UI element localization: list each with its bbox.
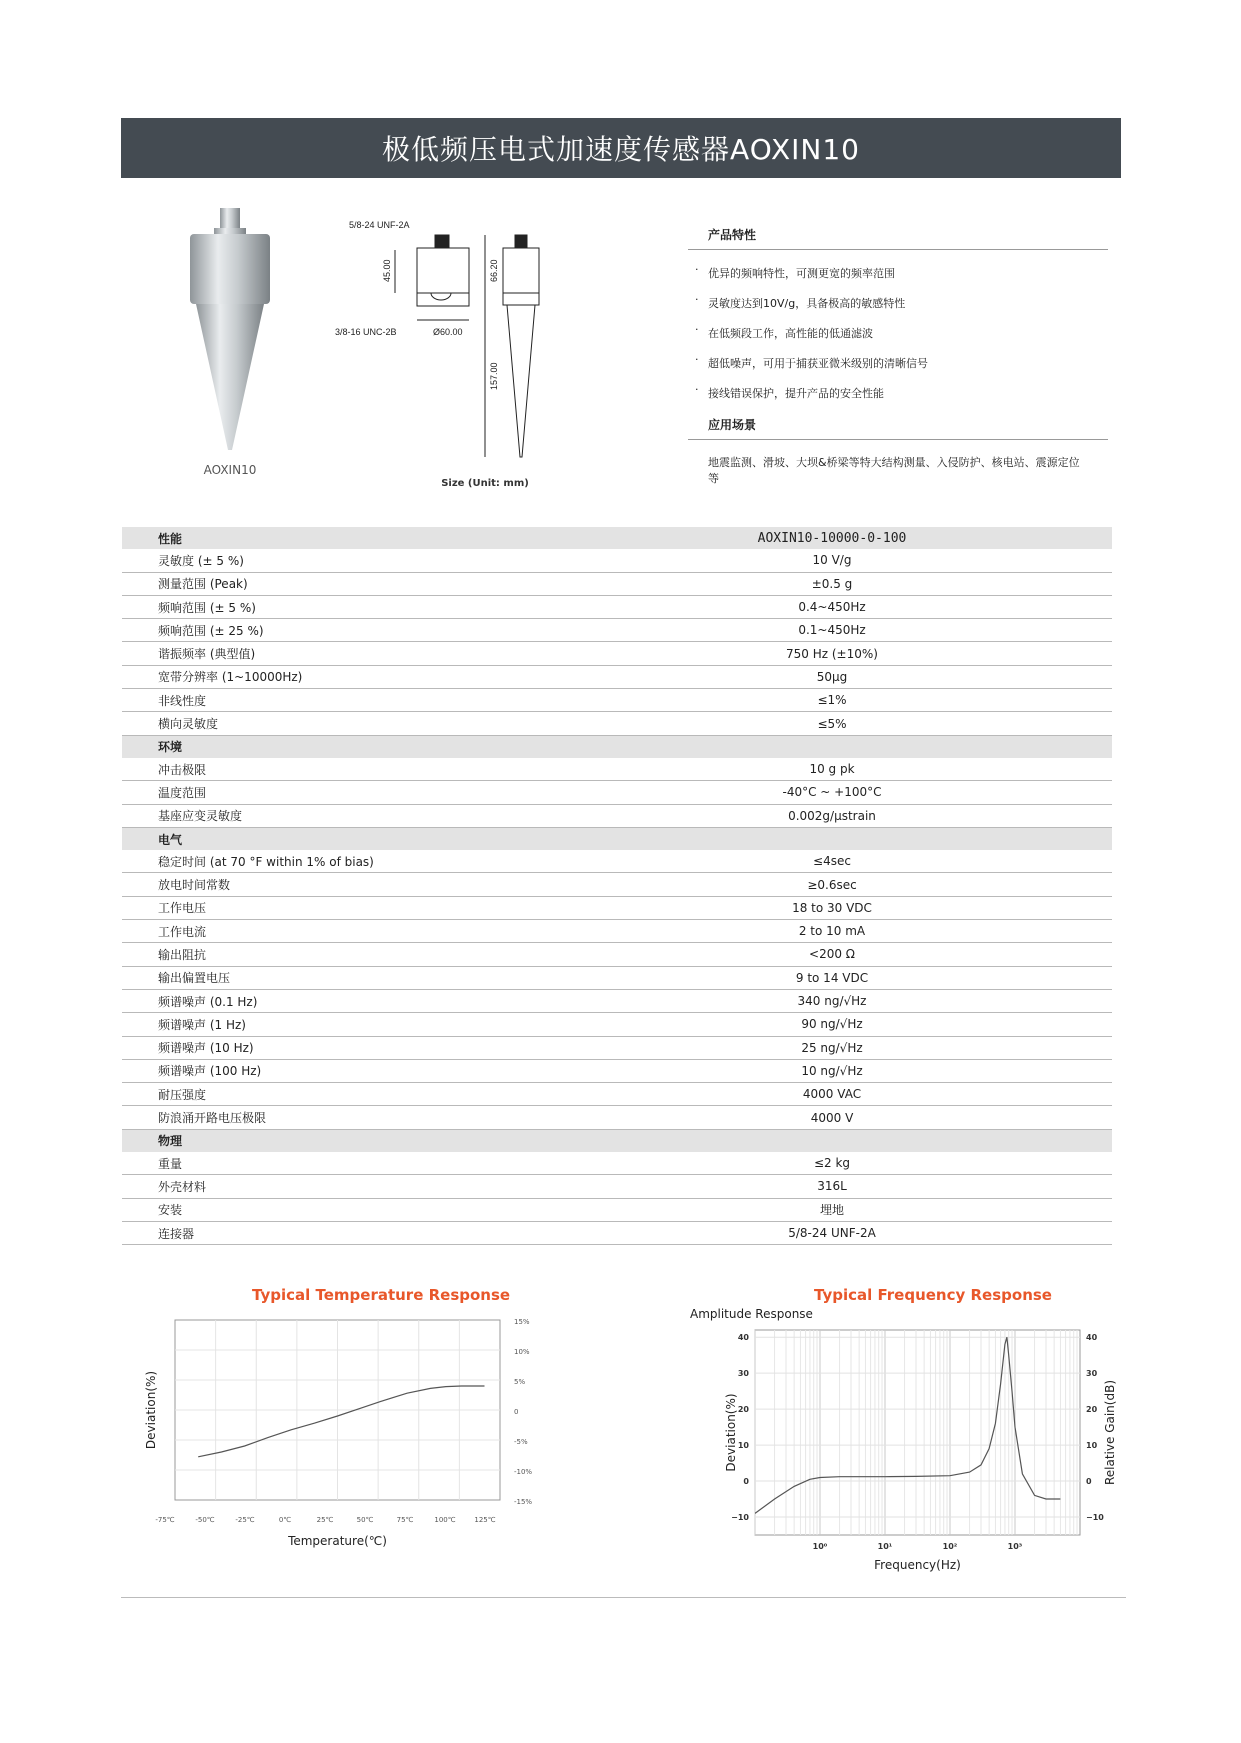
x-tick-label: 50℃ bbox=[356, 1516, 374, 1524]
x-tick-label: 10² bbox=[942, 1542, 958, 1551]
features-panel bbox=[688, 220, 1108, 490]
sensor-photo bbox=[170, 200, 290, 460]
spec-value: 0.4~450Hz bbox=[552, 595, 1112, 618]
page-title: 极低频压电式加速度传感器AOXIN10 bbox=[121, 118, 1121, 178]
size-note: Size (Unit: mm) bbox=[441, 478, 529, 489]
x-tick-label: -25℃ bbox=[235, 1516, 255, 1524]
spec-section-label: 环境 bbox=[122, 735, 552, 758]
spec-row bbox=[122, 896, 1112, 919]
spec-value: 0.002g/μstrain bbox=[552, 804, 1112, 827]
spec-label: 防浪涌开路电压极限 bbox=[122, 1106, 552, 1129]
x-tick-label: 125℃ bbox=[474, 1516, 496, 1524]
spec-row bbox=[122, 1106, 1112, 1129]
spec-value: ≥0.6sec bbox=[552, 873, 1112, 896]
feature-item: · 优异的频响特性，可测更宽的频率范围 bbox=[688, 260, 1108, 290]
application-title: 应用场景 bbox=[688, 410, 1108, 440]
feature-item: · 灵敏度达到10V/g，具备极高的敏感特性 bbox=[688, 290, 1108, 320]
feature-item: · 在低频段工作，高性能的低通滤波 bbox=[688, 320, 1108, 350]
y-tick-label: 10% bbox=[514, 1348, 530, 1356]
y-tick-label: 0 bbox=[743, 1477, 749, 1487]
spec-value: 316L bbox=[552, 1175, 1112, 1198]
spec-row bbox=[122, 1059, 1112, 1082]
spec-section-spacer bbox=[552, 1129, 1112, 1152]
spec-label: 输出阻抗 bbox=[122, 943, 552, 966]
temperature-response-chart bbox=[135, 1310, 575, 1570]
spec-label: 宽带分辨率 (1~10000Hz) bbox=[122, 665, 552, 688]
spec-label: 频谱噪声 (0.1 Hz) bbox=[122, 989, 552, 1012]
spec-value: 50μg bbox=[552, 665, 1112, 688]
spec-section-spacer bbox=[552, 827, 1112, 850]
spec-row bbox=[122, 804, 1112, 827]
features-title: 产品特性 bbox=[688, 220, 1108, 250]
chart-subtitle: Amplitude Response bbox=[690, 1307, 813, 1321]
x-axis-label: Temperature(℃) bbox=[288, 1534, 387, 1548]
spec-row bbox=[122, 712, 1112, 735]
spec-value: 10 g pk bbox=[552, 758, 1112, 781]
temperature-series-line bbox=[198, 1386, 484, 1457]
spec-row bbox=[122, 873, 1112, 896]
spec-row bbox=[122, 1221, 1112, 1244]
dim-157-label: 157.00 bbox=[489, 362, 499, 390]
spec-value: 4000 VAC bbox=[552, 1083, 1112, 1106]
photo-caption: AOXIN10 bbox=[203, 463, 257, 477]
spec-label: 谐振频率 (典型值) bbox=[122, 642, 552, 665]
spec-row bbox=[122, 595, 1112, 618]
feature-item: · 超低噪声，可用于捕获亚微米级别的清晰信号 bbox=[688, 350, 1108, 380]
spec-label: 安装 bbox=[122, 1198, 552, 1221]
spec-row bbox=[122, 572, 1112, 595]
spec-label: 工作电压 bbox=[122, 896, 552, 919]
spec-value: 2 to 10 mA bbox=[552, 920, 1112, 943]
spec-label: 频响范围 (± 25 %) bbox=[122, 619, 552, 642]
spec-header-model: AOXIN10-10000-0-100 bbox=[552, 527, 1112, 549]
spec-row bbox=[122, 1175, 1112, 1198]
y-tick-label: -5% bbox=[514, 1438, 528, 1446]
feature-item: · 接线错误保护，提升产品的安全性能 bbox=[688, 380, 1108, 410]
y-axis-label: Deviation(%) bbox=[724, 1393, 738, 1472]
spec-value: ≤1% bbox=[552, 689, 1112, 712]
spec-section-label: 电气 bbox=[122, 827, 552, 850]
spec-label: 工作电流 bbox=[122, 920, 552, 943]
spec-label: 外壳材料 bbox=[122, 1175, 552, 1198]
spec-row bbox=[122, 1036, 1112, 1059]
spec-value: 10 ng/√Hz bbox=[552, 1059, 1112, 1082]
spec-section-row bbox=[122, 827, 1112, 850]
freq-chart-title: Typical Frequency Response bbox=[814, 1286, 1052, 1304]
spec-label: 重量 bbox=[122, 1152, 552, 1175]
spec-row bbox=[122, 665, 1112, 688]
spec-row bbox=[122, 1152, 1112, 1175]
spec-header-row bbox=[122, 527, 1112, 549]
spec-value: 25 ng/√Hz bbox=[552, 1036, 1112, 1059]
y-right-tick-label: 20 bbox=[1086, 1405, 1098, 1415]
spec-value: 9 to 14 VDC bbox=[552, 966, 1112, 989]
spec-value: -40°C ~ +100°C bbox=[552, 781, 1112, 804]
spec-section-row bbox=[122, 1129, 1112, 1152]
x-tick-label: 75℃ bbox=[396, 1516, 414, 1524]
x-tick-label: 100℃ bbox=[434, 1516, 456, 1524]
spec-row bbox=[122, 966, 1112, 989]
dimension-drawing bbox=[335, 220, 565, 470]
x-tick-label: 25℃ bbox=[316, 1516, 334, 1524]
y-right-tick-label: 0 bbox=[1086, 1477, 1092, 1487]
spec-section-label: 物理 bbox=[122, 1129, 552, 1152]
spec-label: 连接器 bbox=[122, 1221, 552, 1244]
spec-label: 频谱噪声 (100 Hz) bbox=[122, 1059, 552, 1082]
footer-divider bbox=[121, 1597, 1126, 1598]
spec-section-row bbox=[122, 735, 1112, 758]
spec-label: 稳定时间 (at 70 °F within 1% of bias) bbox=[122, 850, 552, 873]
temp-chart-title: Typical Temperature Response bbox=[252, 1286, 511, 1304]
y-right-tick-label: −10 bbox=[1086, 1513, 1104, 1523]
spec-row bbox=[122, 619, 1112, 642]
spec-value: 18 to 30 VDC bbox=[552, 896, 1112, 919]
thread-side-label: 3/8-16 UNC-2B bbox=[335, 327, 397, 337]
dim-45-label: 45.00 bbox=[382, 259, 392, 282]
spec-value: 340 ng/√Hz bbox=[552, 989, 1112, 1012]
spec-label: 频谱噪声 (1 Hz) bbox=[122, 1013, 552, 1036]
spec-label: 放电时间常数 bbox=[122, 873, 552, 896]
y-right-tick-label: 10 bbox=[1086, 1441, 1098, 1451]
thread-top-label: 5/8-24 UNF-2A bbox=[349, 220, 410, 230]
spec-label: 非线性度 bbox=[122, 689, 552, 712]
spec-value: 0.1~450Hz bbox=[552, 619, 1112, 642]
plot-frame bbox=[755, 1330, 1080, 1535]
x-tick-label: -75℃ bbox=[155, 1516, 175, 1524]
spec-label: 耐压强度 bbox=[122, 1083, 552, 1106]
spec-value: 4000 V bbox=[552, 1106, 1112, 1129]
y-tick-label: 20 bbox=[737, 1405, 749, 1415]
spec-label: 频响范围 (± 5 %) bbox=[122, 595, 552, 618]
spec-label: 频谱噪声 (10 Hz) bbox=[122, 1036, 552, 1059]
spec-row bbox=[122, 920, 1112, 943]
x-tick-label: 10¹ bbox=[877, 1542, 893, 1551]
y-right-tick-label: 30 bbox=[1086, 1369, 1098, 1379]
spec-value: ±0.5 g bbox=[552, 572, 1112, 595]
spec-label: 基座应变灵敏度 bbox=[122, 804, 552, 827]
y-tick-label: −10 bbox=[731, 1513, 749, 1523]
spec-header-label: 性能 bbox=[122, 527, 552, 549]
spec-row bbox=[122, 758, 1112, 781]
spec-value: 750 Hz (±10%) bbox=[552, 642, 1112, 665]
spec-section-spacer bbox=[552, 735, 1112, 758]
y-axis-label: Deviation(%) bbox=[144, 1370, 158, 1450]
x-tick-label: 0℃ bbox=[278, 1516, 292, 1524]
x-tick-label: 10⁰ bbox=[812, 1542, 828, 1551]
frequency-response-chart bbox=[680, 1300, 1130, 1575]
spec-row bbox=[122, 1198, 1112, 1221]
spec-table bbox=[122, 527, 1112, 1245]
spec-label: 输出偏置电压 bbox=[122, 966, 552, 989]
spec-value: <200 Ω bbox=[552, 943, 1112, 966]
spec-value: ≤4sec bbox=[552, 850, 1112, 873]
dim-66-label: 66.20 bbox=[489, 259, 499, 282]
y-tick-label: -10% bbox=[514, 1468, 533, 1476]
spec-row bbox=[122, 689, 1112, 712]
application-text: 地震监测、滑坡、大坝&桥梁等特大结构测量、入侵防护、核电站、震源定位等 bbox=[708, 456, 1080, 485]
y-tick-label: 10 bbox=[737, 1441, 749, 1451]
y-tick-label: -15% bbox=[514, 1498, 533, 1506]
dim-diameter-label: Ø60.00 bbox=[433, 327, 463, 337]
spec-value: ≤5% bbox=[552, 712, 1112, 735]
spec-label: 温度范围 bbox=[122, 781, 552, 804]
y-right-axis-label: Relative Gain(dB) bbox=[1103, 1379, 1117, 1486]
x-tick-label: -50℃ bbox=[195, 1516, 215, 1524]
spec-row bbox=[122, 850, 1112, 873]
spec-row bbox=[122, 549, 1112, 572]
spec-row bbox=[122, 642, 1112, 665]
y-tick-label: 30 bbox=[737, 1369, 749, 1379]
spec-value: 10 V/g bbox=[552, 549, 1112, 572]
spec-label: 冲击极限 bbox=[122, 758, 552, 781]
spec-row bbox=[122, 1013, 1112, 1036]
y-tick-label: 40 bbox=[737, 1333, 749, 1343]
x-tick-label: 10³ bbox=[1007, 1542, 1023, 1551]
spec-row bbox=[122, 989, 1112, 1012]
spec-label: 灵敏度 (± 5 %) bbox=[122, 549, 552, 572]
y-right-tick-label: 40 bbox=[1086, 1333, 1098, 1343]
spec-label: 测量范围 (Peak) bbox=[122, 572, 552, 595]
spec-value: ≤2 kg bbox=[552, 1152, 1112, 1175]
spec-label: 横向灵敏度 bbox=[122, 712, 552, 735]
y-tick-label: 0 bbox=[514, 1408, 519, 1416]
y-tick-label: 15% bbox=[514, 1318, 530, 1326]
spec-value: 5/8-24 UNF-2A bbox=[552, 1221, 1112, 1244]
spec-row bbox=[122, 943, 1112, 966]
spec-value: 90 ng/√Hz bbox=[552, 1013, 1112, 1036]
spec-value: 埋地 bbox=[552, 1198, 1112, 1221]
x-axis-label: Frequency(Hz) bbox=[874, 1558, 961, 1572]
spec-row bbox=[122, 1083, 1112, 1106]
spec-row bbox=[122, 781, 1112, 804]
y-tick-label: 5% bbox=[514, 1378, 526, 1386]
